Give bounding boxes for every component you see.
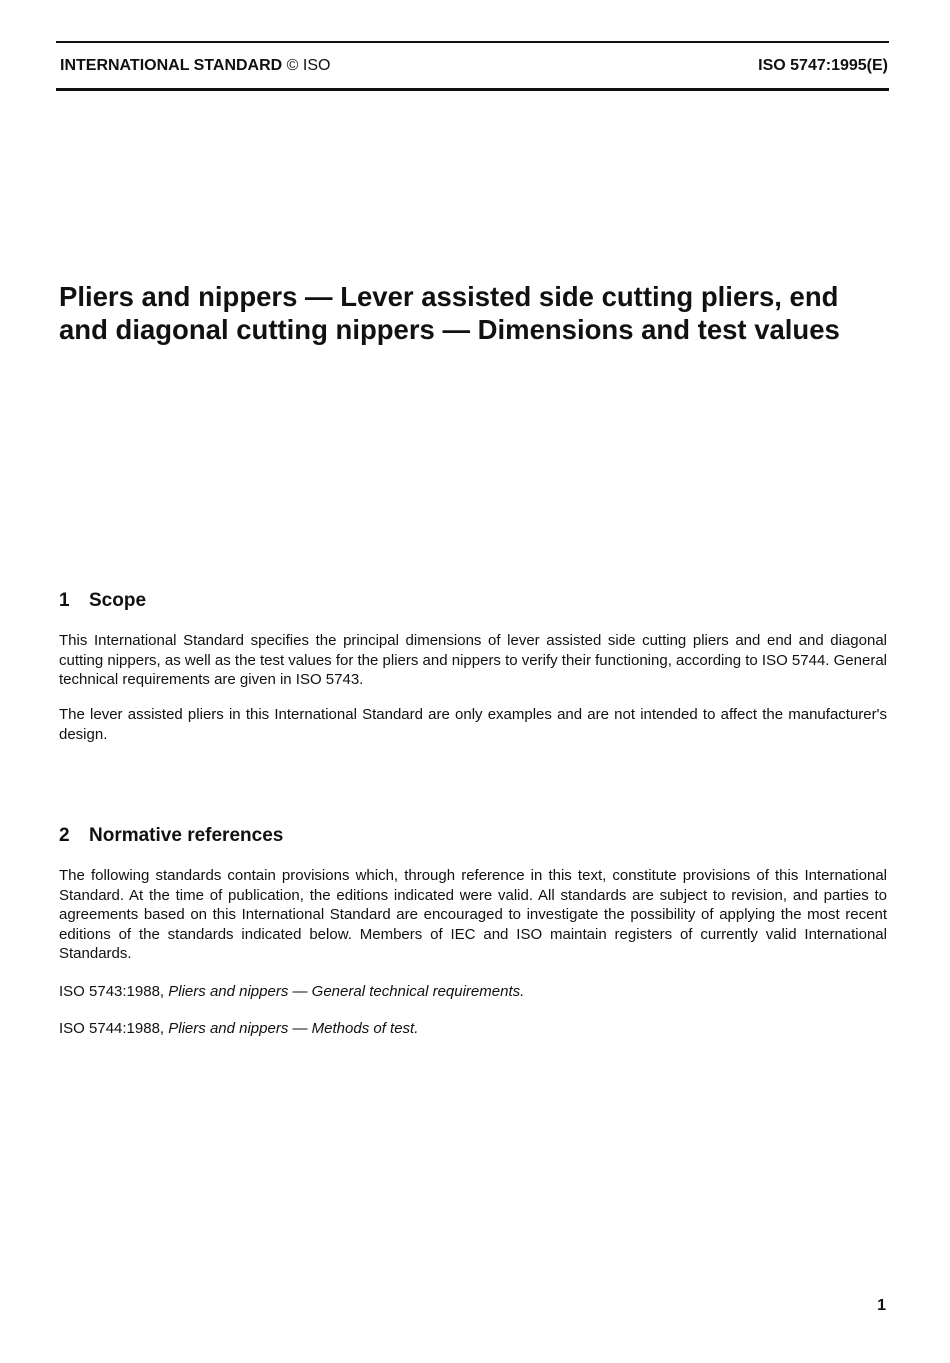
- reference-item: [59, 1019, 887, 1039]
- scope-paragraph-2: The lever assisted pliers in this International Standard are only examples and are not intended to affect the manufacturer's design.: [59, 706, 887, 743]
- header-bottom-rule: [56, 88, 889, 91]
- standard-designation: ISO 5747:1995(E): [758, 57, 888, 74]
- header-standard-label: [60, 57, 330, 75]
- reference-title: Pliers and nippers — Methods of test.: [168, 1020, 419, 1037]
- standard-type: INTERNATIONAL STANDARD: [60, 57, 283, 74]
- normative-references-paragraph: The following standards contain provisions which, through reference in this text, constitute provisions of this International Standard. At the time of publication, the editions indicated were valid. All standards are subject to revision, and parties to agreements based on this International Standard are encouraged to investigate the possibility of applying the most recent editions of the standards indicated below. Members of IEC and ISO maintain registers of currently valid International Standards.: [59, 867, 887, 963]
- reference-code: ISO 5743:1988,: [59, 983, 165, 1000]
- document-title: Pliers and nippers — Lever assisted side cutting pliers, end and diagonal cutting nippers — Dimensions and test values: [59, 281, 840, 345]
- header-top-rule: [56, 41, 889, 43]
- section-number: 1: [59, 590, 70, 611]
- reference-item: [59, 982, 887, 1002]
- section-heading-scope: [59, 590, 146, 612]
- section-heading-normative-references: [59, 825, 283, 847]
- reference-title: Pliers and nippers — General technical requirements.: [168, 983, 525, 1000]
- section-title: Scope: [89, 590, 147, 611]
- page-number: 1: [877, 1297, 886, 1314]
- section-title: Normative references: [89, 825, 284, 846]
- reference-code: ISO 5744:1988,: [59, 1020, 165, 1037]
- copyright-notice: © ISO: [286, 57, 331, 74]
- section-number: 2: [59, 825, 70, 846]
- scope-paragraph-1: This International Standard specifies the principal dimensions of lever assisted side cutting pliers and end and diagonal cutting nippers, as well as the test values for the pliers and nippers to verify their functioning, according to ISO 5744. General technical requirements are given in ISO 5743.: [59, 632, 887, 689]
